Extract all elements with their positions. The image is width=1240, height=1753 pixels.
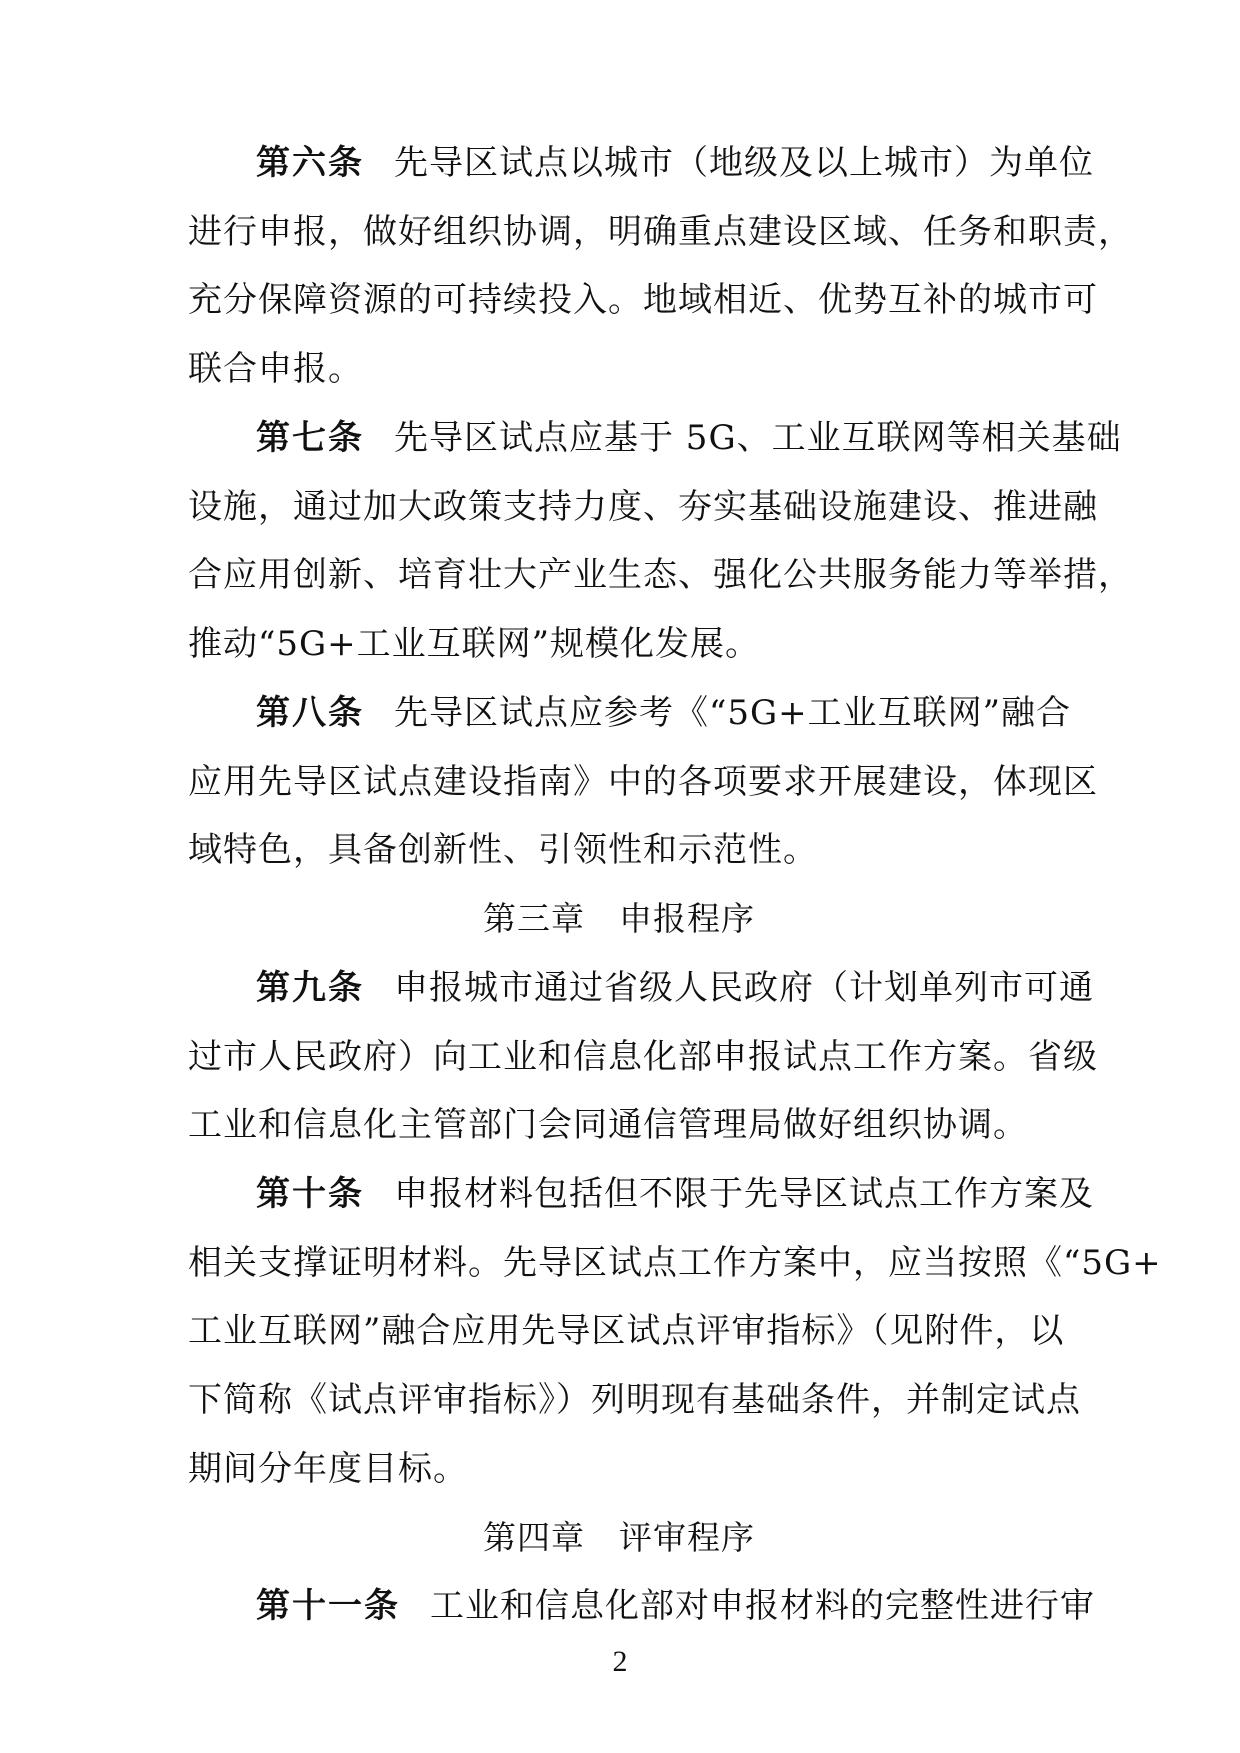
- article-8-line-2: 应用先导区试点建设指南》中的各项要求开展建设，体现区: [188, 762, 1098, 802]
- article-9-line-3: 工业和信息化主管部门会同通信管理局做好组织协调。: [188, 1105, 1028, 1145]
- article-8-line-3: 域特色，具备创新性、引领性和示范性。: [188, 830, 818, 870]
- article-8-text-1: 先导区试点应参考《“5G+工业互联网”融合: [394, 693, 1072, 733]
- article-7-line-4: 推动“5G+工业互联网”规模化发展。: [188, 624, 761, 664]
- article-10-line-2: 相关支撑证明材料。先导区试点工作方案中，应当按照《“5G+: [188, 1243, 1162, 1283]
- article-7-line-2: 设施，通过加大政策支持力度、夯实基础设施建设、推进融: [188, 487, 1098, 527]
- chapter-3-number: 第三章: [483, 899, 585, 938]
- article-6-text-1: 先导区试点以城市（地级及以上城市）为单位: [394, 143, 1094, 183]
- article-9-text-1: 申报城市通过省级人民政府（计划单列市可通: [394, 968, 1094, 1008]
- article-11-first-line: [256, 1576, 1095, 1636]
- article-11-number: 第十一条: [256, 1586, 400, 1626]
- article-8-first-line: [256, 683, 1072, 743]
- article-7-number: 第七条: [256, 418, 364, 458]
- article-9-line-2: 过市人民政府）向工业和信息化部申报试点工作方案。省级: [188, 1037, 1098, 1077]
- article-10-first-line: [256, 1164, 1094, 1224]
- article-10-text-1: 申报材料包括但不限于先导区试点工作方案及: [394, 1174, 1094, 1214]
- article-6-number: 第六条: [256, 143, 364, 183]
- article-9-number: 第九条: [256, 968, 364, 1008]
- article-7-line-3: 合应用创新、培育壮大产业生态、强化公共服务能力等举措，: [188, 555, 1133, 595]
- article-6-line-4: 联合申报。: [188, 349, 363, 389]
- chapter-3-title: 申报程序: [619, 899, 755, 938]
- chapter-4-number: 第四章: [483, 1518, 585, 1557]
- article-9-first-line: [256, 958, 1094, 1018]
- chapter-4-heading: [188, 1508, 1050, 1568]
- article-11-text-1: 工业和信息化部对申报材料的完整性进行审: [430, 1586, 1095, 1626]
- article-6-first-line: [256, 133, 1094, 193]
- article-10-line-3: 工业互联网”融合应用先导区试点评审指标》（见附件，以: [188, 1311, 1065, 1351]
- article-10-line-4: 下简称《试点评审指标》）列明现有基础条件，并制定试点: [188, 1380, 1081, 1420]
- article-6-line-2: 进行申报，做好组织协调，明确重点建设区域、任务和职责，: [188, 212, 1133, 252]
- article-7-first-line: [256, 408, 1122, 468]
- article-7-text-1: 先导区试点应基于 5G、工业互联网等相关基础: [394, 418, 1122, 458]
- page-number: 2: [612, 1645, 628, 1678]
- article-6-line-3: 充分保障资源的可持续投入。地域相近、优势互补的城市可: [188, 280, 1098, 320]
- chapter-4-title: 评审程序: [619, 1518, 755, 1557]
- article-8-number: 第八条: [256, 693, 364, 733]
- article-10-number: 第十条: [256, 1174, 364, 1214]
- article-10-line-5: 期间分年度目标。: [188, 1449, 468, 1489]
- chapter-3-heading: [188, 889, 1050, 949]
